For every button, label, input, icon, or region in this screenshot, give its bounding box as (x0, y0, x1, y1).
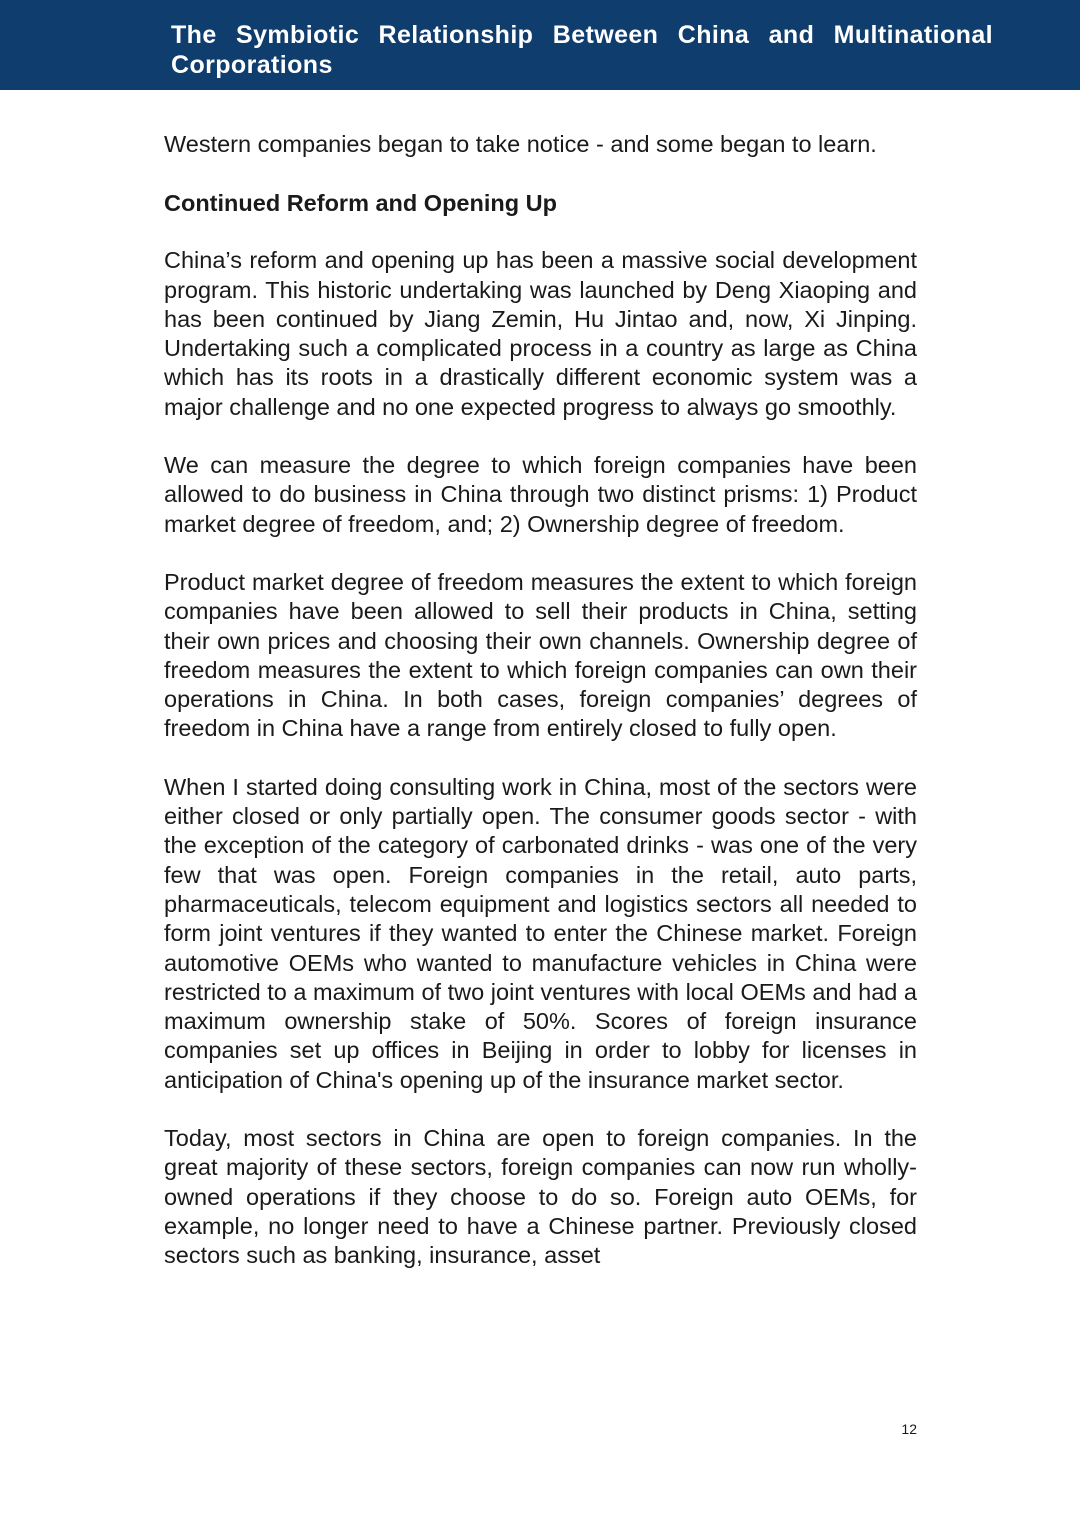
document-header (0, 0, 1080, 90)
body-paragraph-3: Product market degree of freedom measures the extent to which foreign companies have been allowed to sell their products in China, setting their own prices and choosing their own channels. Ownership degree of freedom measures the extent to which foreign companies can own their operations in China. In both cases, foreign companies’ degrees of freedom in China have a range from entirely closed to fully open. (164, 568, 917, 742)
body-paragraph-2: We can measure the degree to which foreign companies have been allowed to do business in China through two distinct prisms: 1) Product market degree of freedom, and; 2) Ownership degree of freedom. (164, 452, 917, 537)
page-number: 12 (901, 1421, 917, 1437)
body-paragraph-5: Today, most sectors in China are open to foreign companies. In the great majority of these sectors, foreign companies can now run wholly-owned operations if they choose to do so. Foreign auto OEMs, for example, no longer need to have a Chinese partner. Previously closed sectors such as banking, insurance, asset (164, 1125, 917, 1269)
page-body (164, 130, 917, 1300)
body-paragraph-4: When I started doing consulting work in China, most of the sectors were either closed or only partially open. The consumer goods sector - with the exception of the category of carbonated drinks - was one of the very few that was open. Foreign companies in the retail, auto parts, pharmaceuticals, telecom equipment and logistics sectors all needed to form joint ventures if they wanted to enter the Chinese market. Foreign automotive OEMs who wanted to manufacture vehicles in China were restricted to a maximum of two joint ventures with local OEMs and had a maximum ownership stake of 50%. Scores of foreign insurance companies set up offices in Beijing in order to lobby for licenses in anticipation of China's opening up of the insurance market sector. (164, 773, 917, 1093)
body-paragraph-1: China’s reform and opening up has been a massive social development program. This historic undertaking was launched by Deng Xiaoping and has been continued by Jiang Zemin, Hu Jintao and, now, Xi Jinping. Undertaking such a complicated process in a country as large as China which has its roots in a drastically different economic system was a major challenge and no one expected progress to always go smoothly. (164, 247, 917, 420)
document-title: The Symbiotic Relationship Between China and Multinational Corporations (171, 21, 993, 79)
intro-paragraph: Western companies began to take notice - and some began to learn. (164, 131, 877, 157)
section-heading: Continued Reform and Opening Up (164, 190, 557, 217)
